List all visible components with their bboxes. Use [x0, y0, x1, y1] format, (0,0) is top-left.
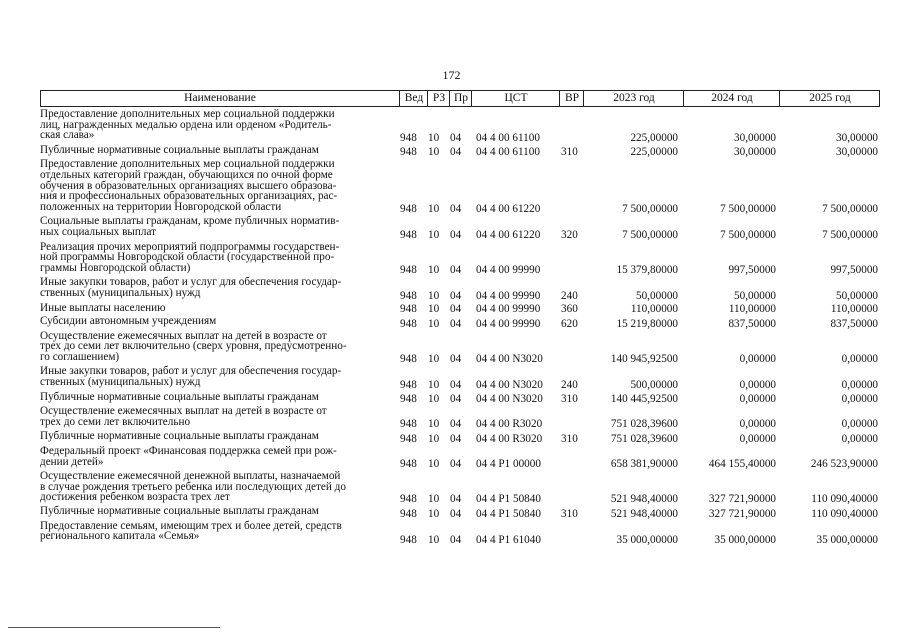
row-name: Осуществление ежемесячной денежной выплаты, назначаемой в случае рождения третьего ребенка или последующих детей до достижения ребенком возраста трех лет	[40, 470, 346, 504]
cell-rz: 10	[428, 146, 440, 159]
cell-y2024: 7 500,00000	[720, 203, 776, 216]
cell-cst: 04 4 00 61100	[476, 146, 540, 159]
cell-y2024: 0,00000	[739, 353, 776, 366]
cell-pr: 04	[450, 458, 462, 471]
cell-y2025: 30,00000	[836, 146, 878, 159]
cell-rz: 10	[428, 533, 440, 546]
cell-y2023: 140 945,92500	[610, 353, 678, 366]
cell-rz: 10	[428, 203, 440, 216]
cell-cst: 04 4 00 99990	[476, 317, 541, 330]
cell-ved: 948	[400, 393, 417, 406]
cell-y2023: 140 445,92500	[610, 393, 678, 406]
row-name: Социальные выплаты гражданам, кроме публичных норматив- ных социальных выплат	[40, 215, 340, 238]
cell-cst: 04 4 00 R3020	[476, 433, 543, 446]
cell-y2025: 7 500,00000	[822, 203, 878, 216]
cell-ved: 948	[400, 493, 417, 505]
cell-vr: 310	[561, 146, 578, 159]
cell-y2023: 658 381,90000	[610, 458, 678, 471]
cell-cst: 04 4 P1 50840	[476, 493, 541, 505]
cell-rz: 10	[428, 493, 440, 505]
cell-y2023: 521 948,40000	[610, 507, 678, 520]
row-name: Публичные нормативные социальные выплаты гражданам	[40, 430, 319, 443]
cell-y2025: 0,00000	[841, 433, 878, 446]
cell-y2025: 246 523,90000	[810, 458, 878, 471]
cell-rz: 10	[428, 289, 440, 302]
cell-rz: 10	[428, 353, 440, 366]
table-row	[40, 144, 880, 159]
cell-y2025: 110 090,40000	[811, 507, 878, 520]
row-name: Предоставление дополнительных мер социальной поддержки отдельных категорий граждан, обучающихся по очной форме обучения в образовательных организациях высшего образова- ния и профессиональных образовательных организациях, рас- положенных на территории Новгородской области	[40, 158, 338, 213]
row-name: Предоставление семьям, имеющим трех и более детей, средств регионального капитала «Семья»	[40, 519, 342, 543]
cell-rz: 10	[428, 433, 440, 446]
cell-pr: 04	[450, 353, 462, 366]
header-cst: ЦСТ	[471, 91, 560, 106]
cell-y2024: 30,00000	[734, 146, 776, 159]
row-name: Осуществление ежемесячных выплат на детей в возрасте от трех до семи лет включительно	[40, 405, 327, 428]
table-row	[40, 430, 880, 445]
cell-y2024: 464 155,40000	[708, 458, 776, 471]
header-name: Наименование	[184, 92, 256, 104]
table-row	[40, 158, 880, 215]
header-vr: ВР	[559, 91, 584, 106]
header-pr: Пр	[449, 91, 472, 106]
cell-ved: 948	[400, 378, 417, 391]
cell-vr: 360	[561, 303, 578, 316]
table-row	[40, 365, 880, 390]
cell-cst: 04 4 P1 50840	[476, 507, 541, 520]
row-name: Публичные нормативные социальные выплаты гражданам	[40, 390, 319, 403]
cell-y2023: 15 219,80000	[616, 317, 678, 330]
cell-rz: 10	[428, 264, 440, 277]
table-row	[40, 470, 880, 505]
cell-y2025: 7 500,00000	[822, 228, 878, 241]
table-row	[40, 391, 880, 406]
cell-y2025: 0,00000	[841, 393, 878, 406]
cell-pr: 04	[450, 507, 462, 520]
cell-ved: 948	[400, 303, 417, 316]
cell-y2023: 521 948,40000	[610, 493, 678, 505]
table-row	[40, 405, 880, 430]
cell-ved: 948	[400, 533, 417, 546]
cell-pr: 04	[450, 533, 462, 546]
cell-rz: 10	[428, 317, 440, 330]
cell-y2025: 110 090,40000	[811, 493, 878, 505]
table-row	[40, 108, 880, 144]
cell-pr: 04	[450, 418, 462, 431]
cell-pr: 04	[450, 131, 462, 144]
table-row	[40, 330, 880, 366]
page-number: 172	[442, 68, 461, 82]
cell-cst: 04 4 00 99990	[476, 264, 541, 277]
cell-ved: 948	[400, 203, 417, 216]
cell-pr: 04	[450, 203, 462, 216]
header-rz: РЗ	[427, 91, 450, 106]
cell-cst: 04 4 00 N3020	[476, 353, 543, 366]
row-name: Субсидии автономным учреждениям	[40, 315, 217, 328]
cell-y2025: 30,00000	[836, 131, 878, 144]
table-row	[40, 505, 880, 520]
cell-ved: 948	[400, 264, 417, 277]
row-name: Публичные нормативные социальные выплаты гражданам	[40, 143, 319, 156]
row-name: Федеральный проект «Финансовая поддержка семей при рож- дении детей»	[40, 445, 337, 468]
cell-pr: 04	[450, 146, 462, 159]
cell-y2025: 0,00000	[841, 418, 878, 431]
cell-vr: 240	[561, 289, 578, 302]
cell-rz: 10	[428, 131, 440, 144]
cell-vr: 320	[561, 228, 578, 241]
header-2023: 2023 год	[583, 91, 684, 106]
header-ved: Вед	[399, 91, 428, 106]
cell-y2024: 0,00000	[739, 378, 776, 391]
cell-ved: 948	[400, 317, 417, 330]
cell-cst: 04 4 00 99990	[476, 303, 541, 316]
cell-rz: 10	[428, 507, 440, 520]
cell-y2025: 110,00000	[830, 303, 878, 316]
cell-y2023: 110,00000	[630, 303, 678, 316]
cell-y2025: 0,00000	[841, 353, 878, 366]
cell-y2025: 50,00000	[836, 289, 878, 302]
cell-ved: 948	[400, 131, 417, 144]
cell-y2024: 30,00000	[734, 131, 776, 144]
cell-rz: 10	[428, 458, 440, 471]
cell-ved: 948	[400, 353, 417, 366]
cell-y2023: 15 379,80000	[616, 264, 678, 277]
cell-y2024: 327 721,90000	[708, 493, 776, 505]
cell-pr: 04	[450, 378, 462, 391]
cell-y2025: 997,50000	[830, 264, 878, 277]
cell-cst: 04 4 00 61100	[476, 131, 540, 144]
cell-y2024: 327 721,90000	[708, 507, 776, 520]
cell-pr: 04	[450, 264, 462, 277]
cell-y2024: 50,00000	[734, 289, 776, 302]
cell-y2024: 837,50000	[728, 317, 776, 330]
cell-cst: 04 4 00 99990	[476, 289, 541, 302]
cell-y2024: 0,00000	[739, 433, 776, 446]
cell-ved: 948	[400, 507, 417, 520]
cell-y2023: 751 028,39600	[610, 418, 678, 431]
cell-pr: 04	[450, 393, 462, 406]
cell-vr: 310	[561, 507, 578, 520]
cell-y2024: 0,00000	[739, 418, 776, 431]
table-row	[40, 315, 880, 330]
cell-pr: 04	[450, 493, 462, 505]
cell-ved: 948	[400, 228, 417, 241]
cell-vr: 620	[561, 317, 578, 330]
cell-cst: 04 4 00 61220	[476, 203, 541, 216]
cell-y2024: 35 000,00000	[714, 533, 776, 546]
cell-y2024: 0,00000	[739, 393, 776, 406]
row-name: Реализация прочих мероприятий подпрограммы государствен- ной программы Новгородской области (государственной про- граммы Новгородской области)	[40, 240, 340, 274]
cell-cst: 04 4 00 N3020	[476, 378, 543, 391]
row-name: Предоставление дополнительных мер социальной поддержки лиц, награжденных медалью ордена или орденом «Родитель- ская слава»	[40, 108, 335, 142]
cell-y2023: 50,00000	[636, 289, 678, 302]
cell-y2023: 7 500,00000	[622, 203, 678, 216]
cell-pr: 04	[450, 228, 462, 241]
table-header	[40, 90, 880, 107]
cell-ved: 948	[400, 418, 417, 431]
footer-divider	[8, 627, 220, 628]
table-row	[40, 241, 880, 277]
table-row	[40, 302, 880, 316]
cell-ved: 948	[400, 146, 417, 159]
cell-pr: 04	[450, 289, 462, 302]
table-body	[40, 108, 880, 546]
table-row	[40, 276, 880, 301]
cell-cst: 04 4 P1 61040	[476, 533, 541, 546]
cell-y2024: 997,50000	[728, 264, 776, 277]
row-name: Иные выплаты населению	[40, 301, 166, 314]
cell-cst: 04 4 00 R3020	[476, 418, 543, 431]
cell-rz: 10	[428, 378, 440, 391]
header-2024: 2024 год	[683, 91, 780, 106]
cell-y2025: 837,50000	[830, 317, 878, 330]
cell-ved: 948	[400, 458, 417, 471]
cell-y2023: 35 000,00000	[616, 533, 678, 546]
table-row	[40, 520, 880, 546]
row-name: Осуществление ежемесячных выплат на детей в возрасте от трех до семи лет включительно (сверх уровня, предусмотренно- го соглашением)	[40, 329, 347, 363]
cell-rz: 10	[428, 418, 440, 431]
header-2025: 2025 год	[779, 91, 880, 106]
cell-vr: 310	[561, 433, 578, 446]
cell-rz: 10	[428, 228, 440, 241]
cell-cst: 04 4 00 N3020	[476, 393, 543, 406]
cell-pr: 04	[450, 433, 462, 446]
cell-y2023: 751 028,39600	[610, 433, 678, 446]
cell-ved: 948	[400, 433, 417, 446]
row-name: Публичные нормативные социальные выплаты гражданам	[40, 505, 319, 517]
table-row	[40, 215, 880, 240]
cell-y2025: 0,00000	[841, 378, 878, 391]
row-name: Иные закупки товаров, работ и услуг для обеспечения государ- ственных (муниципальных) нужд	[40, 365, 342, 389]
cell-rz: 10	[428, 393, 440, 406]
cell-y2023: 500,00000	[630, 378, 678, 391]
cell-cst: 04 4 P1 00000	[476, 458, 541, 471]
cell-y2025: 35 000,00000	[816, 533, 878, 546]
cell-y2024: 110,00000	[728, 303, 776, 316]
table-row	[40, 445, 880, 470]
cell-y2024: 7 500,00000	[720, 228, 776, 241]
row-name: Иные закупки товаров, работ и услуг для обеспечения государ- ственных (муниципальных) нужд	[40, 276, 342, 299]
cell-y2023: 225,00000	[630, 146, 678, 159]
cell-y2023: 7 500,00000	[622, 228, 678, 241]
cell-ved: 948	[400, 289, 417, 302]
cell-pr: 04	[450, 317, 462, 330]
cell-vr: 240	[561, 378, 578, 391]
cell-cst: 04 4 00 61220	[476, 228, 541, 241]
cell-pr: 04	[450, 303, 462, 316]
cell-vr: 310	[561, 393, 578, 406]
cell-y2023: 225,00000	[630, 131, 678, 144]
cell-rz: 10	[428, 303, 440, 316]
